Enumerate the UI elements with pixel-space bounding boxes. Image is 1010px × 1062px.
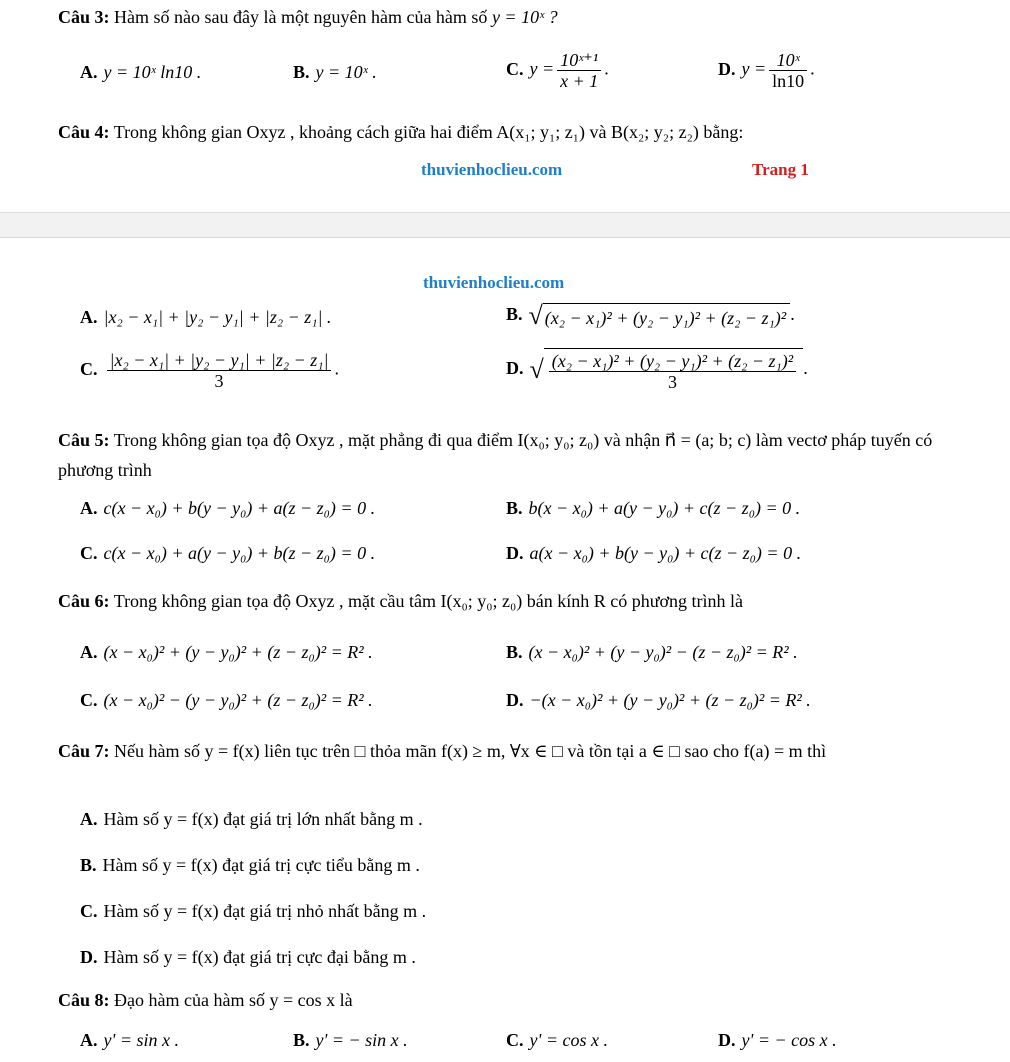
option-text: b(x − x₀) + a(y − y₀) + c(z − z₀) = 0 .: [528, 498, 801, 518]
option-a[interactable]: [80, 640, 373, 664]
option-a[interactable]: [80, 807, 423, 831]
square-root: [530, 348, 804, 392]
option-text: Hàm số y = f(x) đạt giá trị nhỏ nhất bằng m .: [103, 901, 427, 921]
square-root: [529, 302, 791, 329]
option-label: D.: [718, 1030, 736, 1050]
option-label: B.: [293, 1030, 310, 1050]
fraction-numerator: (x₂ − x₁)² + (y₂ − y₁)² + (z₂ − z₁)²: [549, 351, 796, 372]
question-text: Đạo hàm của hàm số y = cos x là: [114, 990, 353, 1010]
option-label: B.: [506, 304, 523, 324]
option-b[interactable]: [506, 302, 795, 330]
option-label: C.: [506, 1030, 524, 1050]
option-post: .: [803, 358, 808, 379]
question-formula: y = 10ˣ ?: [491, 7, 558, 27]
option-b[interactable]: [506, 496, 800, 520]
option-label: A.: [80, 307, 98, 327]
option-d[interactable]: [80, 945, 416, 969]
option-c[interactable]: [80, 899, 426, 923]
option-label: B.: [506, 498, 523, 518]
radical-sign-icon: √: [528, 301, 543, 331]
option-d[interactable]: [506, 541, 801, 565]
option-text: y' = − cos x .: [741, 1030, 837, 1050]
option-post: .: [810, 58, 815, 79]
option-label: A.: [80, 62, 98, 82]
question-label: Câu 7:: [58, 741, 110, 761]
footer-page-number: Trang 1: [752, 160, 809, 179]
option-label: B.: [80, 855, 97, 875]
option-text: y = 10ˣ .: [315, 62, 377, 82]
question-label: Câu 5:: [58, 430, 110, 450]
question-8: [58, 988, 958, 1012]
question-text: Trong không gian tọa độ Oxyz , mặt phẳng đi qua điểm I(x₀; y₀; z₀) và nhận n⃗ = (a; b; c) làm vectơ pháp tuyến có phương trình: [58, 430, 933, 480]
option-label: B.: [506, 642, 523, 662]
option-a[interactable]: [80, 496, 375, 520]
option-text: (x − x₀)² − (y − y₀)² + (z − z₀)² = R² .: [103, 690, 373, 710]
option-d[interactable]: [718, 1028, 837, 1052]
option-text: Hàm số y = f(x) đạt giá trị cực đại bằng m .: [103, 947, 416, 967]
question-text: Nếu hàm số y = f(x) liên tục trên □ thỏa mãn f(x) ≥ m, ∀x ∈ □ và tồn tại a ∈ □ sao cho f(a) = m thì: [114, 741, 827, 761]
option-label: D.: [80, 947, 98, 967]
fraction-numerator: |x₂ − x₁| + |y₂ − y₁| + |z₂ − z₁|: [107, 350, 332, 371]
radical-sign-icon: √: [529, 355, 544, 384]
option-label: A.: [80, 642, 98, 662]
option-label: C.: [506, 58, 524, 79]
option-text: c(x − x₀) + a(y − y₀) + b(z − z₀) = 0 .: [103, 543, 376, 563]
question-text: Trong không gian tọa độ Oxyz , mặt cầu tâm I(x₀; y₀; z₀) bán kính R có phương trình là: [113, 591, 744, 611]
option-label: C.: [80, 543, 98, 563]
option-a[interactable]: [80, 305, 331, 329]
question-label: Câu 4:: [58, 122, 110, 142]
question-7: [58, 736, 958, 766]
question-5: [58, 425, 958, 485]
question-4: [58, 120, 958, 144]
option-c[interactable]: [80, 350, 339, 391]
footer-site-link[interactable]: thuvienhoclieu.com: [421, 160, 563, 179]
option-text: y = 10ˣ ln10 .: [103, 62, 202, 82]
question-text: Hàm số nào sau đây là một nguyên hàm của hàm số: [114, 7, 488, 27]
option-d[interactable]: [506, 688, 811, 712]
fraction-denominator: 3: [214, 371, 224, 391]
question-3: [58, 5, 958, 29]
option-a[interactable]: [80, 1028, 179, 1052]
option-label: B.: [293, 62, 310, 82]
question-6: [58, 589, 958, 613]
option-text: Hàm số y = f(x) đạt giá trị lớn nhất bằng m .: [103, 809, 423, 829]
option-text: c(x − x₀) + b(y − y₀) + a(z − z₀) = 0 .: [103, 498, 376, 518]
radicand: [544, 348, 803, 392]
option-pre: y =: [529, 58, 555, 79]
fraction: [769, 50, 807, 91]
fraction-numerator: 10ˣ⁺¹: [557, 50, 601, 71]
option-text: (x − x₀)² + (y − y₀)² − (z − z₀)² = R² .: [528, 642, 798, 662]
option-b[interactable]: [293, 60, 377, 84]
option-c[interactable]: [80, 541, 375, 565]
question-label: Câu 6:: [58, 591, 110, 611]
option-post: .: [790, 304, 795, 324]
page-separator: [0, 212, 1010, 238]
option-b[interactable]: [80, 853, 420, 877]
option-text: (x − x₀)² + (y − y₀)² + (z − z₀)² = R² .: [103, 642, 373, 662]
fraction-denominator: 3: [667, 372, 677, 392]
option-text: −(x − x₀)² + (y − y₀)² + (z − z₀)² = R² .: [529, 690, 811, 710]
fraction: [549, 351, 796, 392]
fraction-numerator: 10ˣ: [769, 50, 807, 71]
option-label: D.: [506, 690, 524, 710]
fraction-denominator: x + 1: [560, 71, 599, 91]
option-text: y' = sin x .: [103, 1030, 179, 1050]
option-b[interactable]: [506, 640, 798, 664]
option-pre: y =: [741, 58, 767, 79]
option-c[interactable]: [506, 1028, 608, 1052]
option-label: C.: [80, 901, 98, 921]
option-text: Hàm số y = f(x) đạt giá trị cực tiểu bằng m .: [102, 855, 420, 875]
option-text: y' = − sin x .: [315, 1030, 408, 1050]
option-b[interactable]: [293, 1028, 408, 1052]
question-label: Câu 8:: [58, 990, 110, 1010]
question-text: Trong không gian Oxyz , khoảng cách giữa hai điểm A(x₁; y₁; z₁) và B(x₂; y₂; z₂) bằng:: [113, 122, 744, 142]
option-label: C.: [80, 690, 98, 710]
fraction: [107, 350, 332, 391]
option-label: A.: [80, 498, 98, 518]
option-label: D.: [506, 543, 524, 563]
option-post: .: [334, 358, 339, 379]
option-post: .: [604, 58, 609, 79]
fraction: [557, 50, 601, 91]
option-a[interactable]: [80, 60, 201, 84]
option-d[interactable]: [718, 50, 815, 91]
option-label: A.: [80, 1030, 98, 1050]
fraction-denominator: ln10: [772, 71, 805, 91]
option-text: a(x − x₀) + b(y − y₀) + c(z − z₀) = 0 .: [529, 543, 802, 563]
question-label: Câu 3:: [58, 7, 110, 27]
option-label: A.: [80, 809, 98, 829]
option-label: D.: [718, 58, 736, 79]
header-site-link[interactable]: thuvienhoclieu.com: [423, 273, 565, 292]
option-c[interactable]: [80, 688, 373, 712]
option-label: D.: [506, 358, 524, 379]
option-label: C.: [80, 358, 98, 379]
radicand: (x₂ − x₁)² + (y₂ − y₁)² + (z₂ − z₁)²: [543, 303, 790, 330]
option-c[interactable]: [506, 50, 609, 91]
option-text: y' = cos x .: [529, 1030, 608, 1050]
option-text: |x₂ − x₁| + |y₂ − y₁| + |z₂ − z₁| .: [103, 307, 332, 327]
option-d[interactable]: [506, 348, 808, 392]
